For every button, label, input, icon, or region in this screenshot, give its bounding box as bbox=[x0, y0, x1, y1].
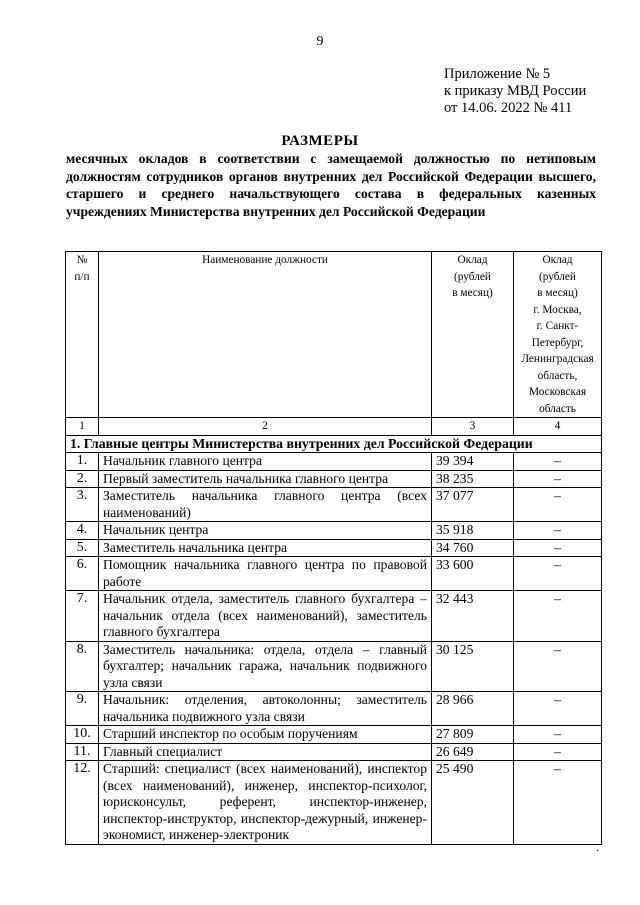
header-row bbox=[66, 252, 602, 418]
position-name: Начальник: отделения, автоколонны; заместитель начальника подвижного узла связи bbox=[99, 692, 432, 726]
table-row bbox=[66, 743, 602, 761]
row-number: 5. bbox=[66, 539, 99, 557]
row-number: 4. bbox=[66, 522, 99, 540]
salary-value: 35 918 bbox=[432, 522, 514, 540]
appendix-line-3: от 14.06. 2022 № 411 bbox=[444, 100, 573, 116]
table-row bbox=[66, 692, 602, 726]
appendix-block bbox=[444, 66, 586, 117]
salary-value: 30 125 bbox=[432, 641, 514, 692]
table-row bbox=[66, 641, 602, 692]
header-regional-line: область bbox=[539, 402, 576, 415]
table-row bbox=[66, 591, 602, 642]
header-regional-line: г. Санкт- bbox=[536, 320, 579, 332]
row-number: 2. bbox=[66, 470, 99, 488]
salary-value: 34 760 bbox=[432, 539, 514, 557]
position-name: Помощник начальника главного центра по правовой работе bbox=[99, 557, 432, 591]
salary-value: 39 394 bbox=[432, 453, 514, 471]
column-number: 1 bbox=[66, 418, 99, 436]
header-regional-line: в месяц) bbox=[537, 287, 578, 299]
header-salary-line: Оклад bbox=[457, 254, 488, 266]
row-number: 3. bbox=[66, 488, 99, 522]
table-row bbox=[66, 539, 602, 557]
header-salary-regional bbox=[514, 252, 602, 418]
position-name: Начальник отдела, заместитель главного бухгалтера – начальник отдела (всех наименований), заместитель главного бухгалтера bbox=[99, 591, 432, 642]
position-name: Заместитель начальника главного центра (всех наименований) bbox=[99, 488, 432, 522]
regional-salary-value: – bbox=[514, 557, 602, 591]
row-number: 11. bbox=[66, 743, 99, 761]
regional-salary-value: – bbox=[514, 761, 602, 845]
table-row bbox=[66, 761, 602, 845]
salary-value: 27 809 bbox=[432, 726, 514, 744]
row-number: 7. bbox=[66, 591, 99, 642]
scan-mark: · bbox=[596, 846, 600, 857]
salary-value: 28 966 bbox=[432, 692, 514, 726]
header-regional-line: область, bbox=[537, 369, 578, 382]
position-name: Начальник центра bbox=[99, 522, 432, 540]
regional-salary-value: – bbox=[514, 641, 602, 692]
table-row bbox=[66, 726, 602, 744]
row-number: 8. bbox=[66, 641, 99, 692]
regional-salary-value: – bbox=[514, 726, 602, 744]
salary-value: 37 077 bbox=[432, 488, 514, 522]
salary-value: 32 443 bbox=[432, 591, 514, 642]
position-name: Главный специалист bbox=[99, 743, 432, 761]
table-row bbox=[66, 557, 602, 591]
position-name: Начальник главного центра bbox=[99, 453, 432, 471]
header-num bbox=[66, 252, 99, 418]
salary-value: 38 235 bbox=[432, 470, 514, 488]
header-salary-line: (рублей bbox=[454, 270, 491, 283]
section-title: 1. Главные центры Министерства внутренних дел Российской Федерации bbox=[66, 435, 602, 453]
header-num-line: № bbox=[76, 254, 88, 266]
salary-table bbox=[65, 251, 602, 845]
header-regional-line: Оклад bbox=[542, 254, 573, 266]
regional-salary-value: – bbox=[514, 692, 602, 726]
header-regional-line: (рублей bbox=[539, 270, 576, 283]
header-regional-line: Петербург, bbox=[531, 336, 584, 349]
regional-salary-value: – bbox=[514, 522, 602, 540]
header-salary-line: в месяц) bbox=[452, 287, 493, 299]
regional-salary-value: – bbox=[514, 470, 602, 488]
position-name: Первый заместитель начальника главного центра bbox=[99, 470, 432, 488]
document-title: РАЗМЕРЫ bbox=[281, 133, 359, 149]
header-regional-line: Московская bbox=[528, 386, 587, 398]
row-number: 10. bbox=[66, 726, 99, 744]
appendix-line-2: к приказу МВД России bbox=[444, 83, 587, 99]
row-number: 9. bbox=[66, 692, 99, 726]
appendix-line-1: Приложение № 5 bbox=[444, 66, 551, 82]
regional-salary-value: – bbox=[514, 743, 602, 761]
table-row bbox=[66, 470, 602, 488]
header-regional-line: Ленинградская bbox=[521, 353, 594, 365]
header-name: Наименование должности bbox=[99, 252, 432, 418]
regional-salary-value: – bbox=[514, 488, 602, 522]
page-number: 9 bbox=[316, 34, 324, 49]
regional-salary-value: – bbox=[514, 591, 602, 642]
position-name: Старший: специалист (всех наименований), инспектор (всех наименований), инженер, инспектор-психолог, юрисконсульт, референт, инспектор-инженер, инспектор-инструктор, инспектор-дежурный, инженер-экономист, инженер-электроник bbox=[99, 761, 432, 845]
column-number: 4 bbox=[514, 418, 602, 436]
row-number: 1. bbox=[66, 453, 99, 471]
column-number: 2 bbox=[99, 418, 432, 436]
table-row bbox=[66, 522, 602, 540]
header-num-line: п/п bbox=[74, 270, 90, 283]
salary-value: 25 490 bbox=[432, 761, 514, 845]
salary-value: 33 600 bbox=[432, 557, 514, 591]
regional-salary-value: – bbox=[514, 453, 602, 471]
document-subtitle: месячных окладов в соответствии с замещаемой должностью по нетиповым должностям сотрудников органов внутренних дел Российской Федерации высшего, старшего и среднего начальствующего состава в федеральных казенных учреждениях Министерства внутренних дел Российской Федерации bbox=[66, 151, 596, 219]
row-number: 12. bbox=[66, 761, 99, 845]
header-salary bbox=[432, 252, 514, 418]
position-name: Заместитель начальника центра bbox=[99, 539, 432, 557]
row-number: 6. bbox=[66, 557, 99, 591]
header-regional-line: г. Москва, bbox=[533, 303, 582, 316]
section-row bbox=[66, 435, 602, 453]
position-name: Заместитель начальника: отдела, отдела – главный бухгалтер; начальник гаража, начальник подвижного узла связи bbox=[99, 641, 432, 692]
salary-value: 26 649 bbox=[432, 743, 514, 761]
position-name: Старший инспектор по особым поручениям bbox=[99, 726, 432, 744]
column-number-row bbox=[66, 418, 602, 436]
column-number: 3 bbox=[432, 418, 514, 436]
regional-salary-value: – bbox=[514, 539, 602, 557]
table-row bbox=[66, 453, 602, 471]
table-row bbox=[66, 488, 602, 522]
